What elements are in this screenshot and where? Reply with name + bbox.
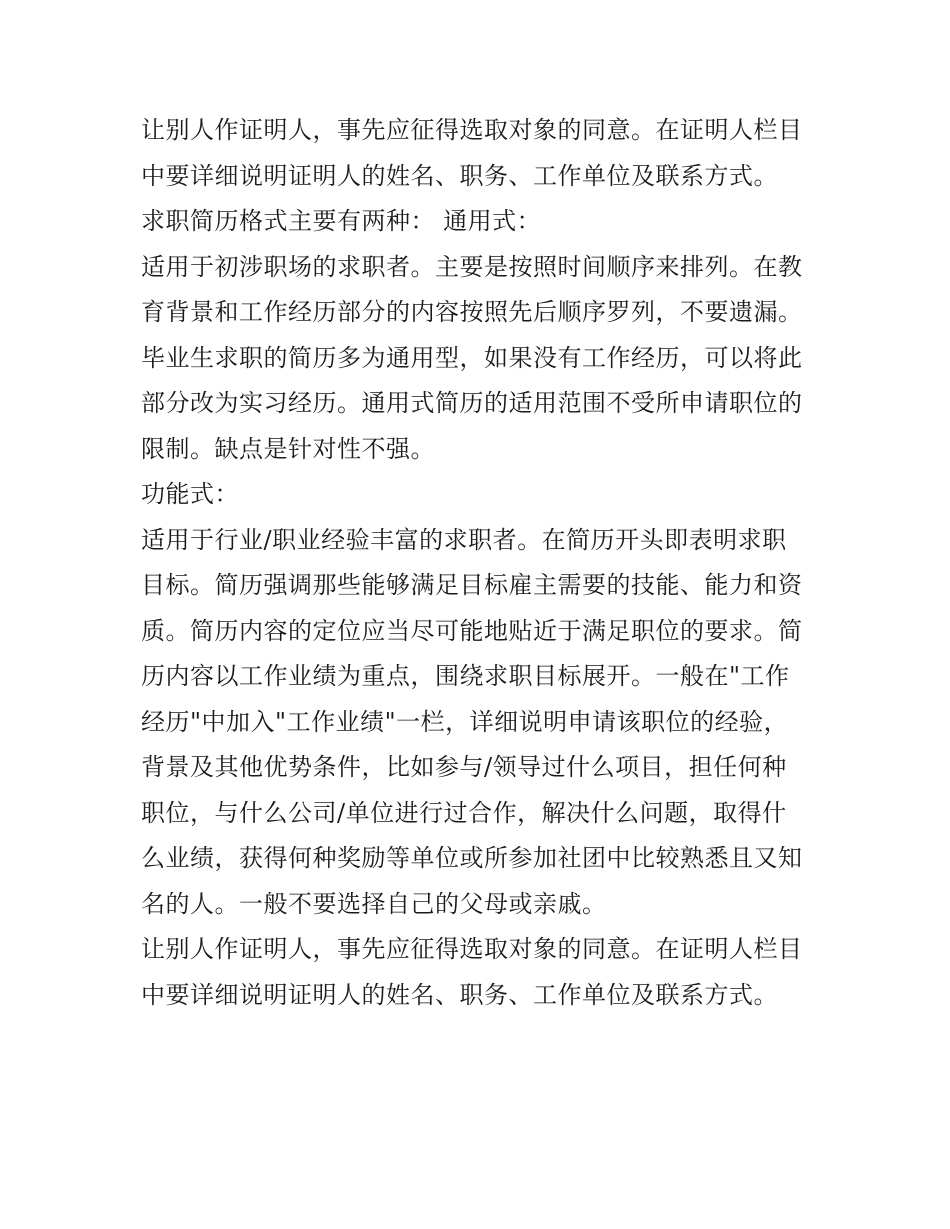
section-heading-line: 功能式：: [141, 480, 239, 508]
text-line: 背景及其他优势条件，比如参与/领导过什么项目，担任何种: [141, 753, 787, 781]
text-line: 目标。简历强调那些能够满足目标雇主需要的技能、能力和资: [141, 571, 803, 599]
text-line: 适用于初涉职场的求职者。主要是按照时间顺序来排列。在教: [141, 252, 803, 281]
text-line: 么业绩，获得何种奖励等单位或所参加社团中比较熟悉且又知: [141, 844, 803, 872]
text-line: 让别人作证明人，事先应征得选取对象的同意。在证明人栏目: [141, 116, 803, 144]
text-line: 中要详细说明证明人的姓名、职务、工作单位及联系方式。: [141, 980, 778, 1009]
text-line: 毕业生求职的简历多为通用型，如果没有工作经历，可以将此: [141, 343, 803, 372]
text-line: 部分改为实习经历。通用式简历的适用范围不受所申请职位的: [141, 389, 803, 417]
text-line: 职位，与什么公司/单位进行过合作，解决什么问题，取得什: [141, 798, 787, 827]
text-line: 限制。缺点是针对性不强。: [141, 434, 435, 463]
text-line: 让别人作证明人，事先应征得选取对象的同意。在证明人栏目: [141, 935, 803, 963]
text-line: 名的人。一般不要选择自己的父母或亲戚。: [141, 889, 607, 918]
document-body: [141, 108, 821, 1018]
text-line: 质。简历内容的定位应当尽可能地贴近于满足职位的要求。简: [141, 616, 803, 645]
text-line: 历内容以工作业绩为重点，围绕求职目标展开。一般在"工作: [141, 662, 790, 690]
section-heading-line: 求职简历格式主要有两种： 通用式：: [141, 207, 542, 235]
text-line: 经历"中加入"工作业绩"一栏，详细说明申请该职位的经验，: [141, 707, 789, 736]
text-line: 中要详细说明证明人的姓名、职务、工作单位及联系方式。: [141, 161, 778, 190]
text-line: 育背景和工作经历部分的内容按照先后顺序罗列，不要遗漏。: [141, 298, 803, 326]
text-line: 适用于行业/职业经验丰富的求职者。在简历开头即表明求职: [141, 525, 787, 554]
